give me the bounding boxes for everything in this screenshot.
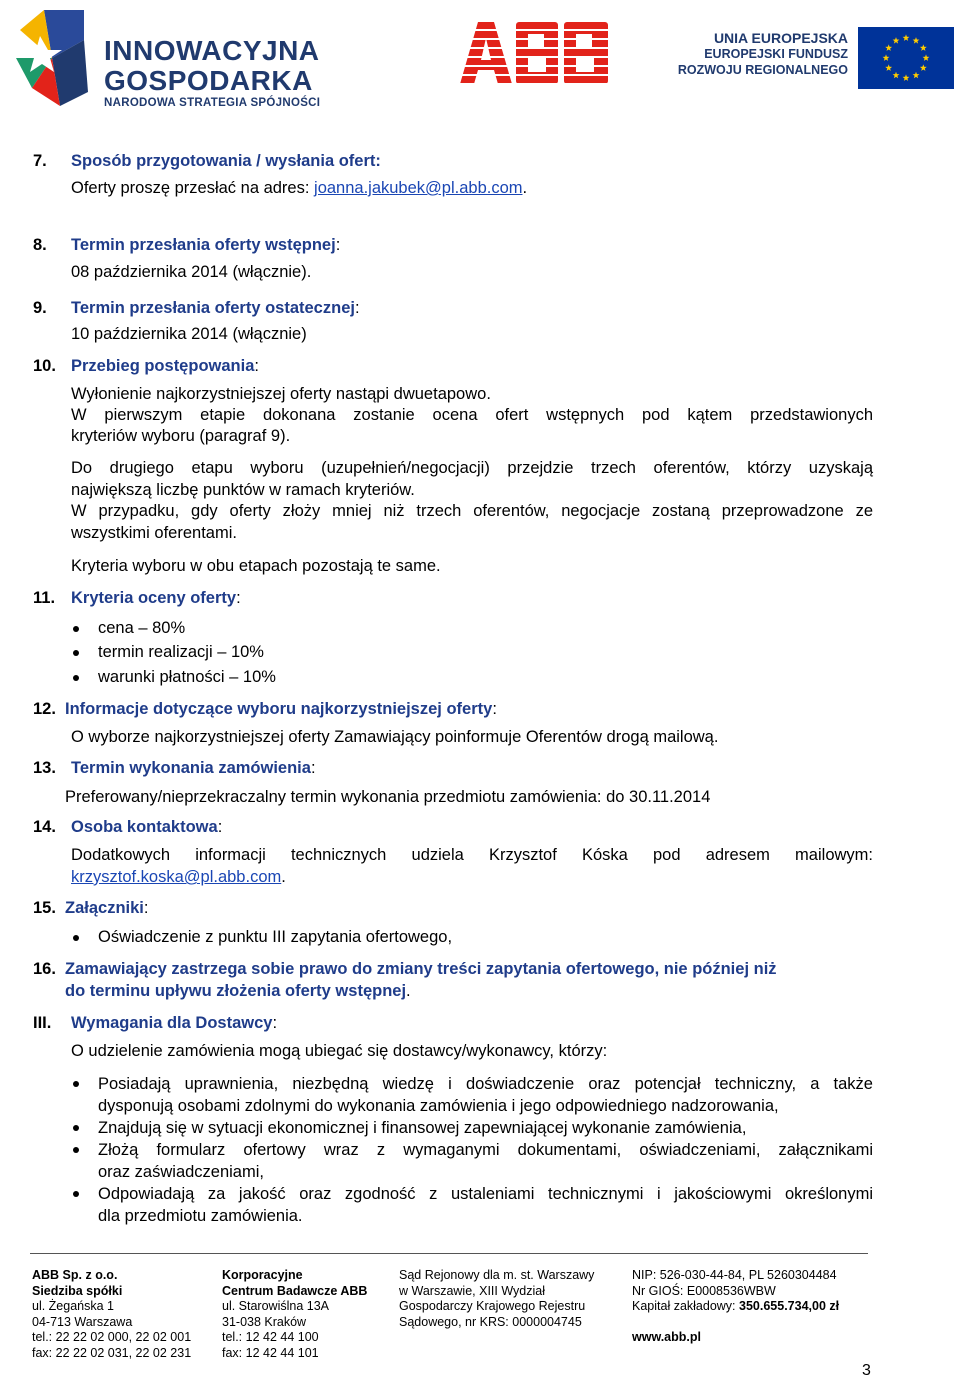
section-10-p1: Wyłonienie najkorzystniejszej oferty nastąpi dwuetapowo.	[71, 385, 491, 403]
section-9-text: 10 października 2014 (włącznie)	[71, 325, 307, 343]
section-10-p2-line2: kryteriów wyboru (paragraf 9).	[71, 427, 291, 445]
footer-col-company: ABB Sp. z o.o. Siedziba spółki ul. Żegańska 1 04-713 Warszawa tel.: 22 22 02 000, 22 02 001 fax: 22 22 02 031, 22 02 231	[32, 1268, 192, 1360]
bullet-icon	[73, 675, 79, 681]
criteria-item: warunki płatności – 10%	[98, 668, 276, 686]
eu-text: UNIA EUROPEJSKA EUROPEJSKI FUNDUSZ ROZWOJU REGIONALNEGO	[677, 30, 848, 77]
eu-flag-icon	[858, 27, 954, 89]
requirement-4-line1: Odpowiadają za jakość oraz zgodność z ustaleniami technicznymi i jakościowymi określonymi	[98, 1185, 873, 1203]
requirement-2: Znajdują się w sytuacji ekonomicznej i finansowej zapewniającej wykonanie zamówienia,	[98, 1119, 747, 1137]
bullet-icon	[73, 935, 79, 941]
requirement-3-line1: Złożą formularz ofertowy wraz z wymaganymi dokumentami, oświadczeniami, załącznikami	[98, 1141, 873, 1159]
section-12-number: 12.	[33, 700, 56, 718]
innowacyjna-gospodarka-logo	[12, 6, 352, 112]
section-III-title: Wymagania dla Dostawcy:	[71, 1014, 278, 1032]
section-10-p2-line1: W pierwszym etapie dokonana zostanie ocena ofert wstępnych pod kątem przedstawionych	[71, 406, 873, 424]
email-link-joanna[interactable]: joanna.jakubek@pl.abb.com	[314, 179, 523, 197]
criteria-item: termin realizacji – 10%	[98, 643, 264, 661]
section-13-text: Preferowany/nieprzekraczalny termin wykonania przedmiotu zamówienia: do 30.11.2014	[65, 788, 711, 806]
section-15-number: 15.	[33, 899, 56, 917]
section-14-title: Osoba kontaktowa:	[71, 818, 223, 836]
bullet-icon	[73, 650, 79, 656]
section-12-text: O wyborze najkorzystniejszej oferty Zamawiający poinformuje Oferentów drogą mailową.	[71, 728, 719, 746]
page-header	[0, 0, 960, 120]
ig-star-icon	[12, 6, 92, 112]
footer-divider	[30, 1253, 868, 1254]
section-15-title: Załączniki:	[65, 899, 149, 917]
section-9-number: 9.	[33, 299, 47, 317]
section-16-line2: do terminu upływu złożenia oferty wstępnej.	[65, 982, 411, 1000]
section-16-line1: Zamawiający zastrzega sobie prawo do zmiany treści zapytania ofertowego, nie później niż	[65, 960, 777, 978]
ig-subtitle: NARODOWA STRATEGIA SPÓJNOŚCI	[104, 97, 321, 109]
abb-logo	[460, 22, 608, 84]
section-10-p4-line2: wszystkimi oferentami.	[71, 524, 237, 542]
section-10-title: Przebieg postępowania:	[71, 357, 259, 375]
section-13-number: 13.	[33, 759, 56, 777]
section-10-number: 10.	[33, 357, 56, 375]
section-8-text: 08 października 2014 (włącznie).	[71, 263, 312, 281]
criteria-item: cena – 80%	[98, 619, 186, 637]
footer-col-registration: NIP: 526-030-44-84, PL 5260304484 Nr GIOŚ: E0008536WBW Kapitał zakładowy: 350.655.734,00 zł www.abb.pl	[632, 1268, 840, 1344]
section-8-title: Termin przesłania oferty wstępnej:	[71, 236, 341, 254]
website-link[interactable]: www.abb.pl	[632, 1330, 701, 1344]
footer-col-court: Sąd Rejonowy dla m. st. Warszawy w Warszawie, XIII Wydział Gospodarczy Krajowego Rejestru Sądowego, nr KRS: 0000004745	[399, 1268, 595, 1329]
section-7-number: 7.	[33, 152, 47, 170]
requirement-3-line2: oraz zaświadczeniami,	[98, 1163, 264, 1181]
attachment-item: Oświadczenie z punktu III zapytania ofertowego,	[98, 928, 453, 946]
section-14-number: 14.	[33, 818, 56, 836]
section-13-title: Termin wykonania zamówienia:	[71, 759, 316, 777]
section-16-number: 16.	[33, 960, 56, 978]
section-III-intro: O udzielenie zamówienia mogą ubiegać się dostawcy/wykonawcy, którzy:	[71, 1042, 608, 1060]
section-9-title: Termin przesłania oferty ostatecznej:	[71, 299, 360, 317]
bullet-icon	[73, 626, 79, 632]
section-III-number: III.	[33, 1014, 52, 1032]
page-number: 3	[862, 1362, 871, 1379]
bullet-icon	[73, 1125, 79, 1131]
section-7-text: Oferty proszę przesłać na adres: joanna.jakubek@pl.abb.com.	[71, 179, 528, 197]
section-14-email-line: krzysztof.koska@pl.abb.com.	[71, 868, 286, 886]
section-11-title: Kryteria oceny oferty:	[71, 589, 241, 607]
section-10-p3-line1: Do drugiego etapu wyboru (uzupełnień/negocjacji) przejdzie trzech oferentów, którzy uzyskają	[71, 459, 873, 477]
section-8-number: 8.	[33, 236, 47, 254]
email-link-krzysztof[interactable]: krzysztof.koska@pl.abb.com	[71, 868, 282, 886]
section-11-number: 11.	[33, 589, 56, 607]
requirement-1-line1: Posiadają uprawnienia, niezbędną wiedzę i doświadczenie oraz potencjał techniczny, a także	[98, 1075, 873, 1093]
ig-title: INNOWACYJNA GOSPODARKA	[104, 35, 320, 96]
section-14-text: Dodatkowych informacji technicznych udziela Krzysztof Kóska pod adresem mailowym:	[71, 846, 873, 864]
bullet-icon	[73, 1147, 79, 1153]
section-7-title: Sposób przygotowania / wysłania ofert:	[71, 152, 381, 170]
section-12-title: Informacje dotyczące wyboru najkorzystniejszej oferty:	[65, 700, 497, 718]
bullet-icon	[73, 1081, 79, 1087]
footer-col-research-center: Korporacyjne Centrum Badawcze ABB ul. Starowiślna 13A 31-038 Kraków tel.: 12 42 44 100 fax: 12 42 44 101	[222, 1268, 368, 1360]
bullet-icon	[73, 1191, 79, 1197]
requirement-4-line2: dla przedmiotu zamówienia.	[98, 1207, 303, 1225]
section-10-p4-line1: W przypadku, gdy oferty złoży mniej niż trzech oferentów, negocjacje zostaną przeprowadzone ze	[71, 502, 873, 520]
requirement-1-line2: dysponują osobami zdolnymi do wykonania zamówienia i jego odpowiedniego nadzorowania,	[98, 1097, 779, 1115]
section-10-p5: Kryteria wyboru w obu etapach pozostają te same.	[71, 557, 441, 575]
section-10-p3-line2: największą liczbę punktów w ramach kryteriów.	[71, 481, 415, 499]
